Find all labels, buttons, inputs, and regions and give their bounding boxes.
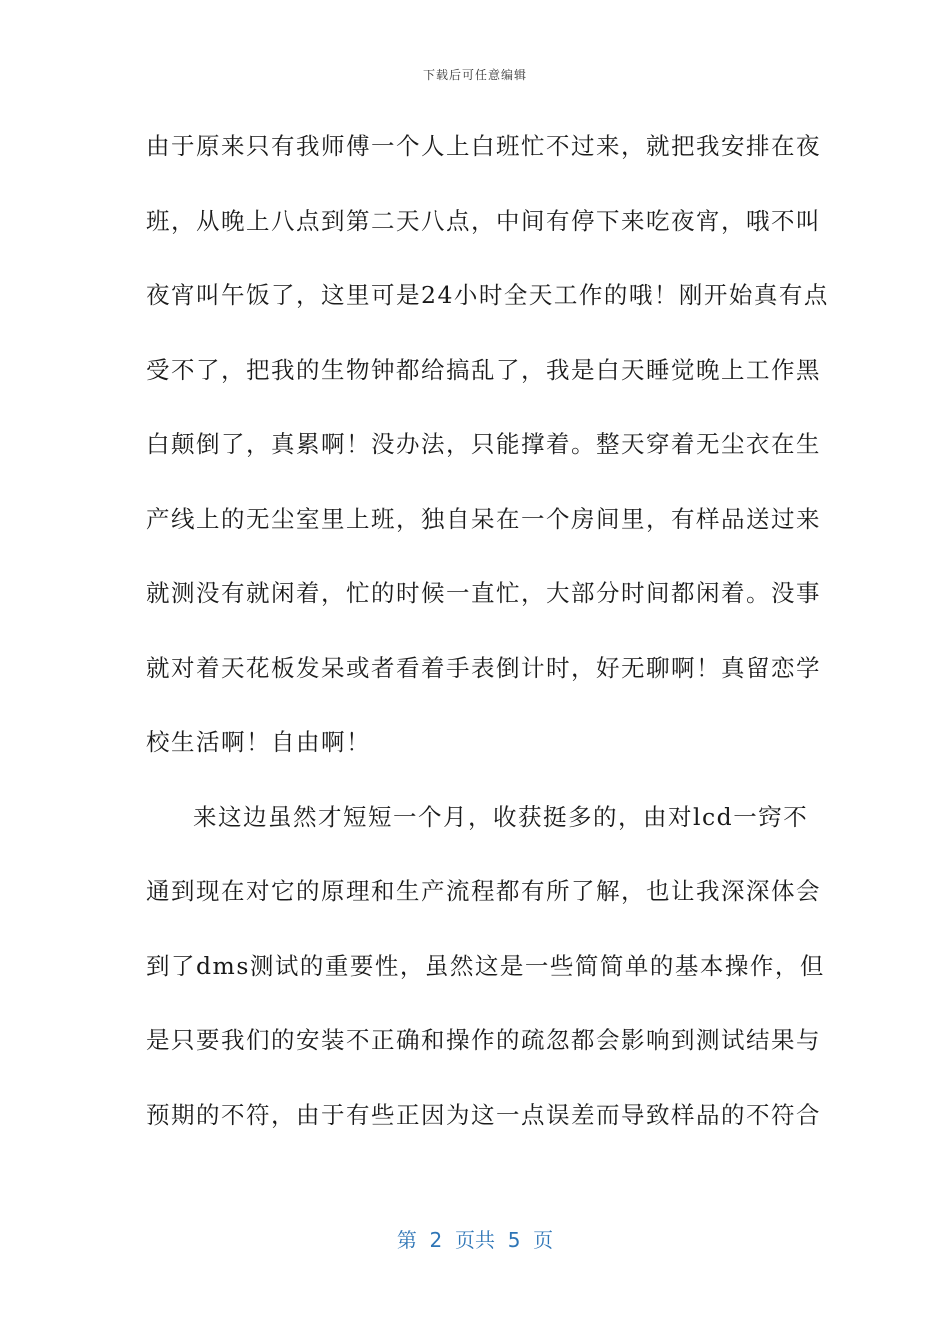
body-text [146,120,829,1163]
page-number-text: 第 2 页共 5 页 [396,1228,554,1252]
text-line: 产线上的无尘室里上班，独自呆在一个房间里，有样品送过来 [146,504,821,533]
text-line: 通到现在对它的原理和生产流程都有所了解，也让我深深体会 [146,877,821,905]
text-line: 就对着天花板发呆或者看着手表倒计时，好无聊啊！真留恋学 [146,653,821,682]
text-line: 就测没有就闲着，忙的时候一直忙，大部分时间都闲着。没事 [146,579,821,607]
page-number-footer [0,1224,950,1253]
text-line: 来这边虽然才短短一个月，收获挺多的，由对lcd一窍不 [193,802,809,831]
text-line: 受不了，把我的生物钟都给搞乱了，我是白天睡觉晚上工作黑 [146,355,821,384]
text-line: 由于原来只有我师傅一个人上白班忙不过来，就把我安排在夜 [146,132,821,160]
text-line: 白颠倒了，真累啊！没办法，只能撑着。整天穿着无尘衣在生 [146,430,821,458]
text-line: 校生活啊！自由啊！ [146,728,371,756]
text-line: 班，从晚上八点到第二天八点，中间有停下来吃夜宵，哦不叫 [146,206,821,235]
text-line: 是只要我们的安装不正确和操作的疏忽都会影响到测试结果与 [146,1026,821,1054]
paragraph-2 [146,791,825,1164]
text-line: 预期的不符，由于有些正因为这一点误差而导致样品的不符合 [146,1100,821,1129]
paragraph-1 [146,120,829,791]
text-line: 夜宵叫午饭了，这里可是24小时全天工作的哦！刚开始真有点 [146,281,829,309]
header-note: 下载后可任意编辑 [422,68,527,82]
text-line: 到了dms测试的重要性，虽然这是一些简简单的基本操作，但 [146,951,825,980]
